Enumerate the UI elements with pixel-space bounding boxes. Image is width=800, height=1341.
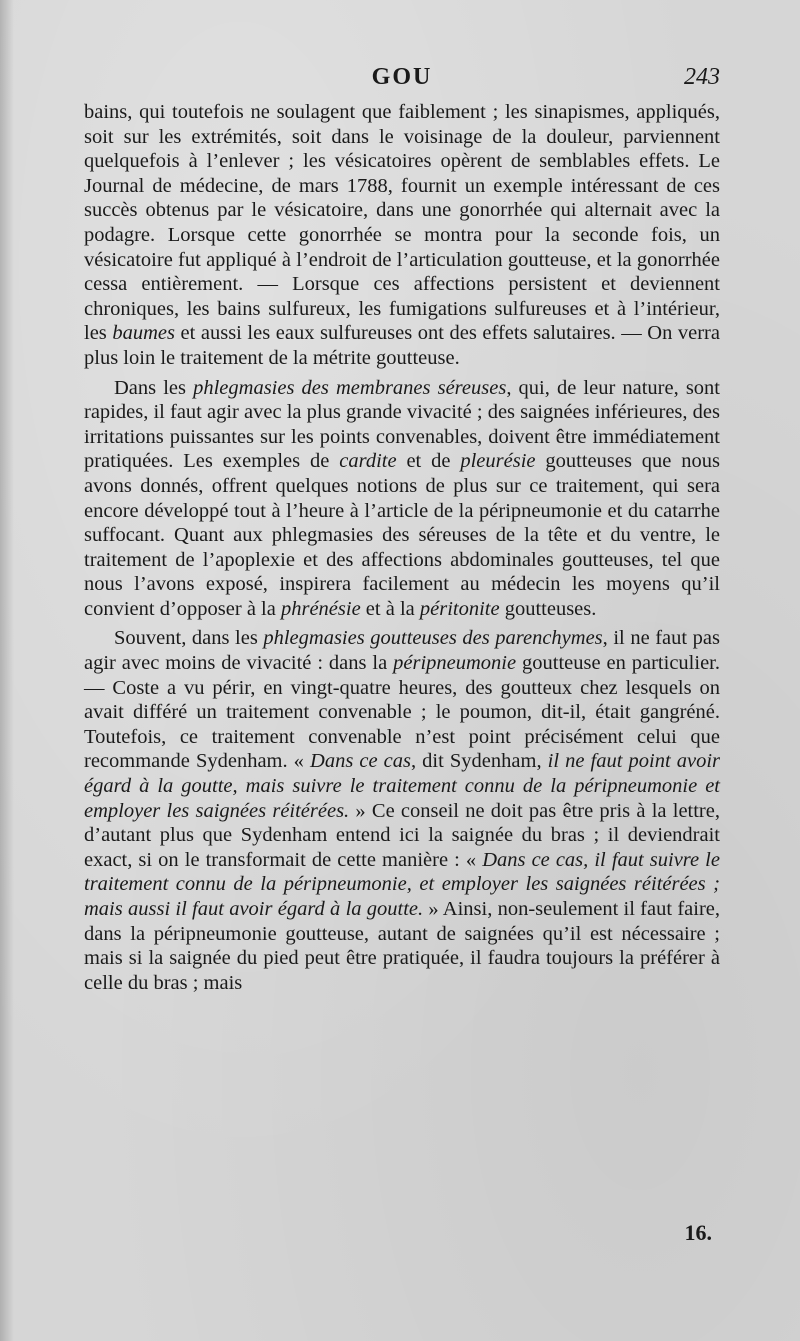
paragraph bbox=[84, 376, 720, 622]
text-run: bains, qui toutefois ne soulagent que faiblement ; les sinapismes, appliqués, soit sur les extrémités, soit dans le voisinage de la douleur, parviennent quelquefois à l’enlever ; les vésicatoires opèrent de semblables effets. Le Journal de médecine, de mars 1788, fournit un exemple intéressant de ces succès obtenus par le vésicatoire, dans une gonorrhée qui alternait avec la podagre. Lorsque cette gonorrhée se montra pour la seconde fois, un vésicatoire fut appliqué à l’endroit de l’articulation goutteuse, et la gonorrhée cessa entièrement. — Lorsque ces affections persistent et deviennent chroniques, les bains sulfureux, les fumigations sulfureuses et à l’intérieur, les bbox=[84, 101, 720, 345]
page-edge-shadow bbox=[0, 0, 14, 1341]
page-number: 243 bbox=[684, 64, 720, 90]
paragraph bbox=[84, 626, 720, 995]
text-run: » Ainsi, non-seulement il faut faire, dans la péripneumonie goutteuse, autant de saignées qu’il est nécessaire ; mais si la saignée du pied peut être pratiquée, il faudra toujours la préférer à celle du bras ; mais bbox=[84, 898, 720, 994]
italic-text: Dans ce cas, il faut suivre le traitement connu de la péripneumonie, et employer les saignées réitérées ; mais aussi il faut avoir égard à la goutte. bbox=[84, 848, 720, 920]
italic-text: phlegmasies des membranes séreuses bbox=[193, 376, 507, 399]
italic-text: pleurésie bbox=[460, 450, 536, 473]
text-run: et de bbox=[396, 450, 461, 473]
text-run: Dans les bbox=[114, 376, 194, 399]
italic-text: Dans ce cas bbox=[310, 750, 411, 773]
italic-text: il ne faut point avoir égard à la goutte, mais suivre le traitement connu de la péripneumonie et employer les saignées réitérées. bbox=[84, 750, 721, 822]
body-text bbox=[84, 100, 720, 995]
text-run: goutteuses. bbox=[499, 597, 597, 620]
italic-text: cardite bbox=[339, 450, 397, 473]
paragraph bbox=[84, 100, 720, 371]
italic-text: péripneumonie bbox=[393, 652, 517, 675]
text-run: goutteuses que nous avons donnés, offrent quelques notions de plus sur ce traitement, qui sera encore développé tout à l’heure à l’article de la péripneumonie et du catarrhe suffocant. Quant aux phlegmasies des séreuses de la tête et du ventre, le traitement de l’apoplexie et des affections abdominales goutteuses, tel que nous l’avons exposé, inspirera facilement au médecin les moyens qu’il convient d’opposer à la bbox=[84, 450, 721, 620]
signature-mark: 16. bbox=[684, 1220, 712, 1245]
text-run: , dit Sydenham, bbox=[410, 750, 548, 773]
text-run: , il ne faut pas agir avec moins de vivacité : dans la bbox=[84, 627, 720, 675]
page-header bbox=[84, 64, 720, 98]
italic-text: péritonite bbox=[419, 597, 500, 620]
text-run: , qui, de leur nature, sont rapides, il faut agir avec la plus grande vivacité ; des saignées inférieures, des irritations puissantes sur les points convenables, doivent être immédiatement pratiquées. Les exemples de bbox=[84, 376, 721, 473]
text-run: » Ce conseil ne doit pas être pris à la lettre, d’autant plus que Sydenham entend ici la saignée du bras ; il deviendrait exact, si on le transformait de cette manière : « bbox=[84, 799, 720, 871]
text-run: goutteuse en particulier. — Coste a vu périr, en vingt-quatre heures, des goutteux chez lesquels on avait différé un traitement convenable ; le poumon, dit-il, était gangréné. Toutefois, ce traitement convenable n’est point précisément celui que recommande Sydenham. « bbox=[84, 652, 720, 773]
italic-text: baumes bbox=[112, 322, 175, 345]
text-run: et à la bbox=[360, 597, 420, 620]
text-run: et aussi les eaux sulfureuses ont des effets salutaires. — On verra plus loin le traitement de la métrite goutteuse. bbox=[84, 322, 720, 369]
italic-text: phrénésie bbox=[280, 597, 361, 620]
text-run: Souvent, dans les bbox=[114, 627, 264, 650]
running-head: GOU bbox=[371, 64, 433, 90]
italic-text: phlegmasies goutteuses des parenchymes bbox=[263, 627, 603, 650]
